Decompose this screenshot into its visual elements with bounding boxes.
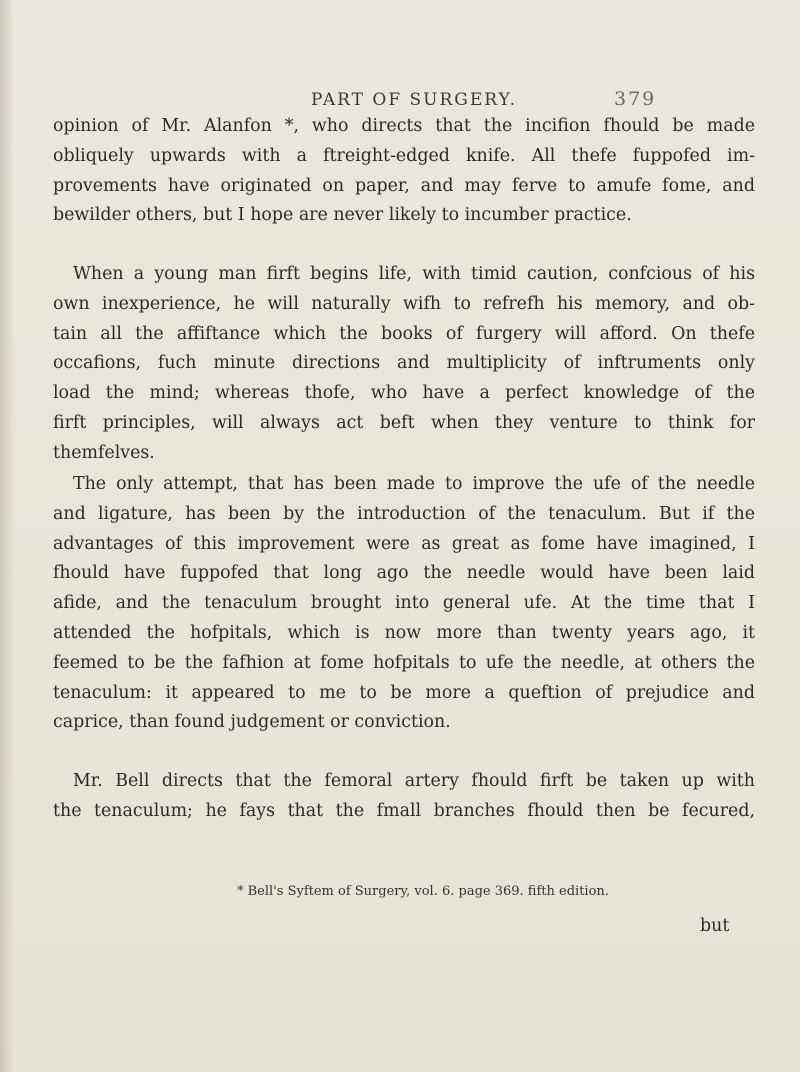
text-line: occafions, fuch minute directions and multiplicity of inftruments only [53,353,755,374]
text-line: afide, and the tenaculum brought into general ufe. At the time that I [53,593,755,614]
paragraph-4 [53,767,755,827]
text-line: and ligature, has been by the introduction of the tenaculum. But if the [53,503,755,524]
paragraph-2 [53,260,755,469]
text-line: tenaculum: it appeared to me to be more a queftion of prejudice and [53,682,755,703]
paragraph-3 [53,470,755,738]
text-line: caprice, than found judgement or conviction. [53,712,451,733]
text-line: attended the hofpitals, which is now more than twenty years ago, it [53,622,755,643]
text-line: own inexperience, he will naturally wifh to refrefh his memory, and ob- [53,293,755,314]
text-line: load the mind; whereas thofe, who have a perfect knowledge of the [53,383,755,404]
text-line: fhould have fuppofed that long ago the needle would have been laid [53,563,755,584]
text-line: advantages of this improvement were as great as fome have imagined, I [53,533,755,554]
text-line: The only attempt, that has been made to improve the ufe of the needle [73,474,755,494]
paragraph-1 [53,112,755,231]
text-line: firft principles, will always act beft when they venture to think for [53,412,755,433]
running-head: PART OF SURGERY. [311,90,518,110]
text-line: obliquely upwards with a ftreight-edged knife. All thefe fuppofed im- [53,145,755,166]
text-line: themfelves. [53,442,155,463]
text-line: provements have originated on paper, and may ferve to amufe fome, and [53,175,755,196]
footnote: * Bell's Syftem of Surgery, vol. 6. page 369. fifth edition. [237,884,609,899]
text-line: When a young man firft begins life, with timid caution, confcious of his [73,264,755,284]
text-line: feemed to be the fafhion at fome hofpitals to ufe the needle, at others the [53,652,755,673]
text-line: tain all the affiftance which the books of furgery will afford. On thefe [53,323,755,344]
text-line: Mr. Bell directs that the femoral artery fhould firft be taken up with [73,771,755,791]
page-number: 379 [614,88,657,110]
text-line: opinion of Mr. Alanfon *, who directs that the incifion fhould be made [53,116,755,136]
text-line: bewilder others, but I hope are never likely to incumber practice. [53,205,632,226]
catchword: but [700,916,730,936]
page-gutter-shadow [0,0,14,1072]
text-line: the tenaculum; he fays that the fmall branches fhould then be fecured, [53,800,755,821]
